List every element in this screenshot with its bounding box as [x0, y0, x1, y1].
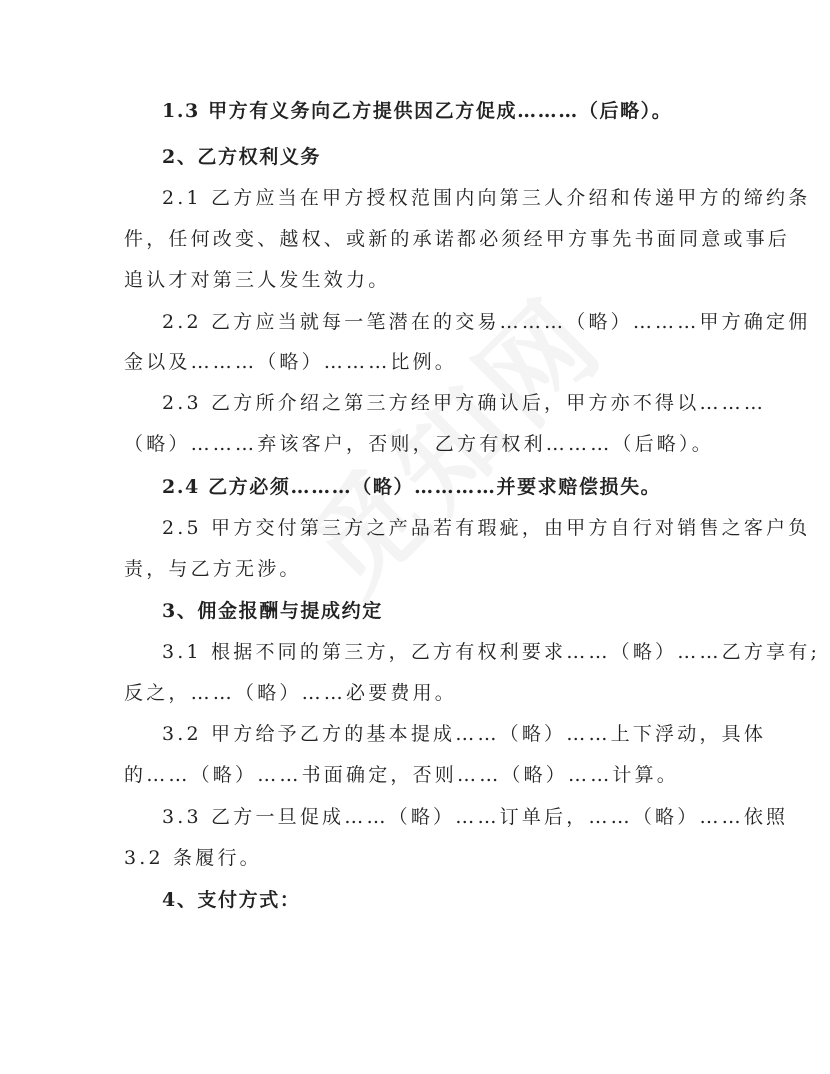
clause-3-1-line-1: 3.1 根据不同的第三方，乙方有权利要求……（略）……乙方享有;: [162, 641, 821, 663]
heading-section-4: 4、支付方式：: [162, 889, 301, 911]
clause-2-3-line-1: 2.3 乙方所介绍之第三方经甲方确认后，甲方亦不得以………: [162, 392, 767, 414]
heading-section-3: 3、佣金报酬与提成约定: [162, 600, 383, 622]
clause-1-3: 1.3 甲方有义务向乙方提供因乙方促成………（后略）。: [162, 100, 673, 122]
clause-2-1-line-2: 件，任何改变、越权、或新的承诺都必须经甲方事先书面同意或事后: [124, 228, 791, 250]
clause-3-3-line-2: 3.2 条履行。: [124, 847, 262, 869]
clause-3-2-line-1: 3.2 甲方给予乙方的基本提成……（略）……上下浮动，具体: [162, 723, 767, 745]
clause-2-1-line-1: 2.1 乙方应当在甲方授权范围内向第三人介绍和传递甲方的缔约条: [162, 187, 811, 209]
clause-3-1-line-2: 反之，……（略）……必要费用。: [124, 682, 458, 704]
clause-2-2-line-2: 金以及………（略）………比例。: [124, 351, 458, 373]
clause-2-4: 2.4 乙方必须………（略）…………并要求赔偿损失。: [162, 476, 662, 498]
clause-2-2-line-1: 2.2 乙方应当就每一笔潜在的交易………（略）………甲方确定佣: [162, 311, 811, 333]
clause-3-3-line-1: 3.3 乙方一旦促成……（略）……订单后，……（略）……依照: [162, 806, 789, 828]
clause-2-5-line-1: 2.5 甲方交付第三方之产品若有瑕疵，由甲方自行对销售之客户负: [162, 517, 811, 539]
clause-2-3-line-2: （略）………弃该客户，否则，乙方有权利………（后略）。: [124, 433, 714, 455]
heading-section-2: 2、乙方权利义务: [162, 146, 322, 168]
clause-2-5-line-2: 责，与乙方无涉。: [124, 558, 302, 580]
clause-3-2-line-2: 的……（略）……书面确定，否则……（略）……计算。: [124, 764, 680, 786]
clause-2-1-line-3: 追认才对第三人发生效力。: [124, 269, 391, 291]
